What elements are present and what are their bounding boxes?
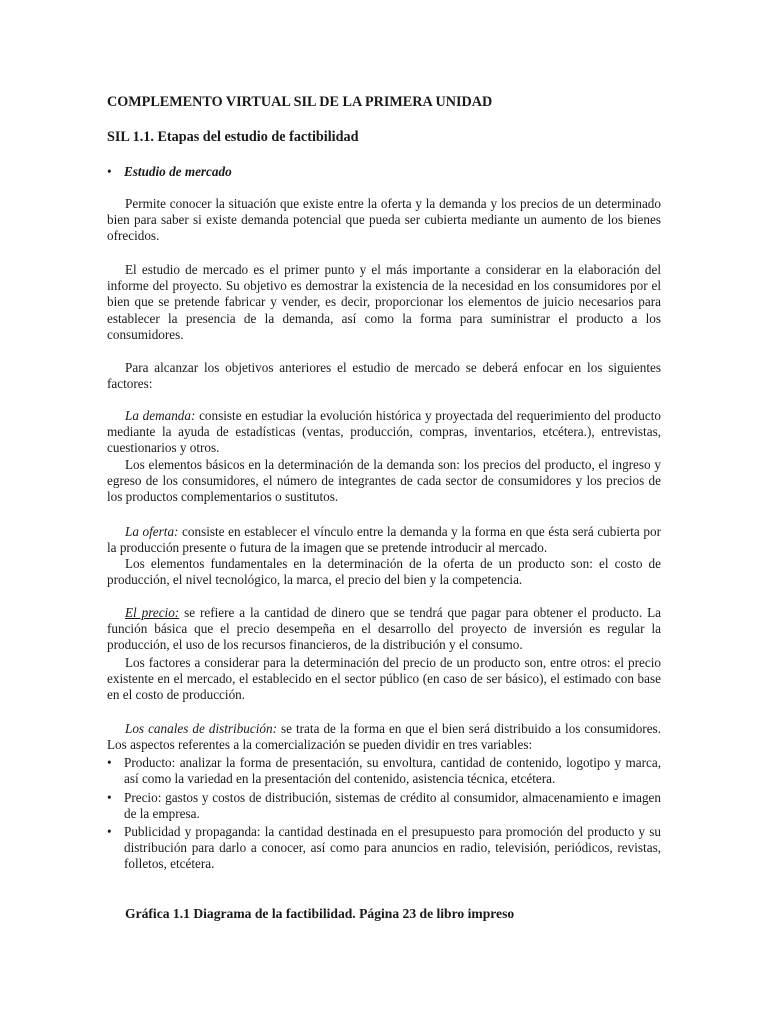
list-item [107, 790, 661, 822]
paragraph-oferta-elements: Los elementos fundamentales en la determinación de la oferta de un producto son: el costo de producción, el nivel tecnológico, la marca, el precio del bien y la competencia. [107, 556, 661, 588]
paragraph-objective: El estudio de mercado es el primer punto y el más importante a considerar en la elaboración del informe del proyecto. Su objetivo es demostrar la existencia de la necesidad en los consumidores por el bien que se pretende fabricar y vender, es decir, proporcionar los elementos de juicio necesarios para establecer la presencia de la demanda, así como la forma para suministrar el producto a los consumidores. [107, 262, 661, 342]
subheading-label: Estudio de mercado [124, 164, 232, 179]
term-demanda: La demanda: [125, 408, 196, 423]
list-item [107, 824, 661, 873]
term-precio: El precio: [125, 605, 180, 620]
bullet-icon: • [107, 164, 112, 179]
paragraph-demanda-elements: Los elementos básicos en la determinación de la demanda son: los precios del producto, el ingreso y egreso de los consumidores, el número de integrantes de cada sector de consumidores y los precios de los productos complementarios o sustitutos. [107, 457, 661, 505]
paragraph-oferta [107, 524, 661, 556]
bullet-icon: • [107, 824, 112, 839]
paragraph-demanda [107, 408, 661, 457]
list-item [107, 755, 661, 787]
term-canales: Los canales de distribución: [125, 721, 277, 736]
precio-text: se refiere a la cantidad de dinero que se tendrá que pagar para obtener el producto. La función básica que el precio desempeña en el desarrollo del proyecto de inversión es regular la producción, el uso de los recursos financieros, de la distribución y el consumo. [107, 605, 661, 653]
paragraph-precio [107, 605, 661, 654]
paragraph-canales [107, 721, 661, 753]
bullet-icon: • [107, 790, 112, 805]
list-item-text: Publicidad y propaganda: la cantidad destinada en el presupuesto para promoción del producto y su distribución para darlo a conocer, así como para anuncios en radio, televisión, periódicos, revistas, folletos, etcétera. [124, 824, 661, 872]
document-title: COMPLEMENTO VIRTUAL SIL DE LA PRIMERA UNIDAD [107, 94, 493, 110]
demanda-text: consiste en estudiar la evolución histórica y proyectada del requerimiento del producto mediante la ayuda de estadísticas (ventas, producción, compras, inventarios, etcétera.), entrevistas, cuestionarios y otros. [107, 408, 661, 456]
paragraph-precio-factors: Los factores a considerar para la determinación del precio de un producto son, entre otros: el precio existente en el mercado, el establecido en el sector público (en caso de ser básico), el estimado con base en el costo de producción. [107, 655, 661, 703]
canales-text: se trata de la forma en que el bien será distribuido a los consumidores. Los aspectos referentes a la comercialización se pueden dividir en tres variables: [107, 721, 661, 753]
bullet-icon: • [107, 755, 112, 770]
paragraph-factors: Para alcanzar los objetivos anteriores el estudio de mercado se deberá enfocar en los siguientes factores: [107, 360, 661, 392]
term-oferta: La oferta: [125, 524, 179, 539]
subheading-item [107, 164, 661, 180]
paragraph-intro: Permite conocer la situación que existe entre la oferta y la demanda y los precios de un determinado bien para saber si existe demanda potencial que pueda ser cubierta mediante un aumento de los bienes ofrecidos. [107, 196, 661, 244]
section-heading: SIL 1.1. Etapas del estudio de factibilidad [107, 129, 359, 145]
list-item-text: Producto: analizar la forma de presentación, su envoltura, cantidad de contenido, logotipo y marca, así como la variedad en la presentación del contenido, asistencia técnica, etcétera. [124, 755, 661, 787]
list-item-text: Precio: gastos y costos de distribución, sistemas de crédito al consumidor, almacenamiento e imagen de la empresa. [124, 790, 661, 822]
oferta-text: consiste en establecer el vínculo entre la demanda y la forma en que ésta será cubierta por la producción presente o futura de la imagen que se pretende introducir al mercado. [107, 524, 661, 556]
figure-caption: Gráfica 1.1 Diagrama de la factibilidad. Página 23 de libro impreso [125, 906, 515, 921]
